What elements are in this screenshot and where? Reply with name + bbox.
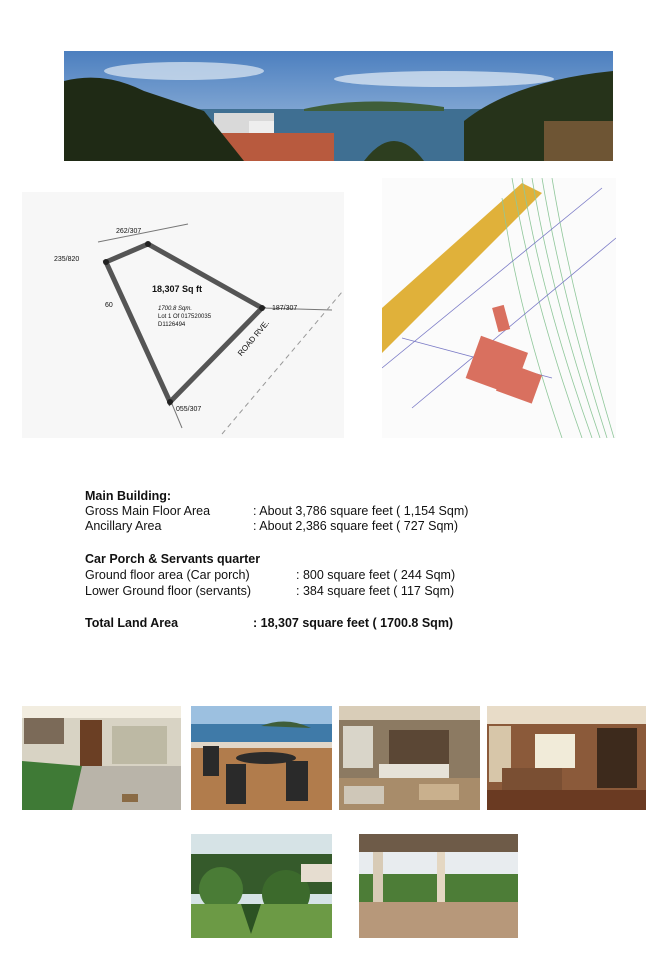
garden-photo: [191, 834, 332, 938]
car-porch-photo: [359, 834, 518, 938]
corner-label-187: 187/307: [272, 305, 298, 312]
ancillary-value: : About 2,386 square feet ( 727 Sqm): [253, 519, 458, 533]
entrance-photo: [22, 706, 181, 810]
plot-plan: [22, 192, 344, 438]
side-label-60: 60: [105, 302, 113, 309]
car-porch-heading: Car Porch & Servants quarter: [85, 552, 261, 566]
corner-label-235: 235/820: [54, 256, 80, 263]
living-room-photo: [339, 706, 480, 810]
main-building-heading: Main Building:: [85, 489, 172, 503]
ground-floor-value: : 800 square feet ( 244 Sqm): [296, 568, 456, 582]
ground-floor-label: Ground floor area (Car porch): [85, 568, 250, 582]
area-label: 18,307 Sq ft: [152, 284, 203, 294]
road-label: ROAD RVE.: [236, 318, 272, 358]
corner-label-262: 262/307: [116, 228, 142, 235]
lot-line-1: 1700.8 Sqm.: [158, 306, 193, 312]
lower-ground-label: Lower Ground floor (servants): [85, 584, 252, 598]
lot-line-2: Lot 1 Of 017520035: [158, 314, 212, 320]
gross-floor-value: : About 3,786 square feet ( 1,154 Sqm): [253, 504, 469, 518]
total-land-value: : 18,307 square feet ( 1700.8 Sqm): [253, 616, 454, 630]
lower-ground-value: : 384 square feet ( 117 Sqm): [296, 584, 455, 598]
total-land-label: Total Land Area: [85, 616, 179, 630]
corner-label-055: 055/307: [176, 406, 202, 413]
lot-line-3: D1126494: [158, 322, 186, 328]
panorama-photo: [64, 51, 613, 161]
bedroom-photo: [487, 706, 646, 810]
terrace-photo: [191, 706, 332, 810]
ancillary-label: Ancillary Area: [85, 519, 162, 533]
site-plan: [382, 178, 616, 438]
gross-floor-label: Gross Main Floor Area: [85, 504, 211, 518]
